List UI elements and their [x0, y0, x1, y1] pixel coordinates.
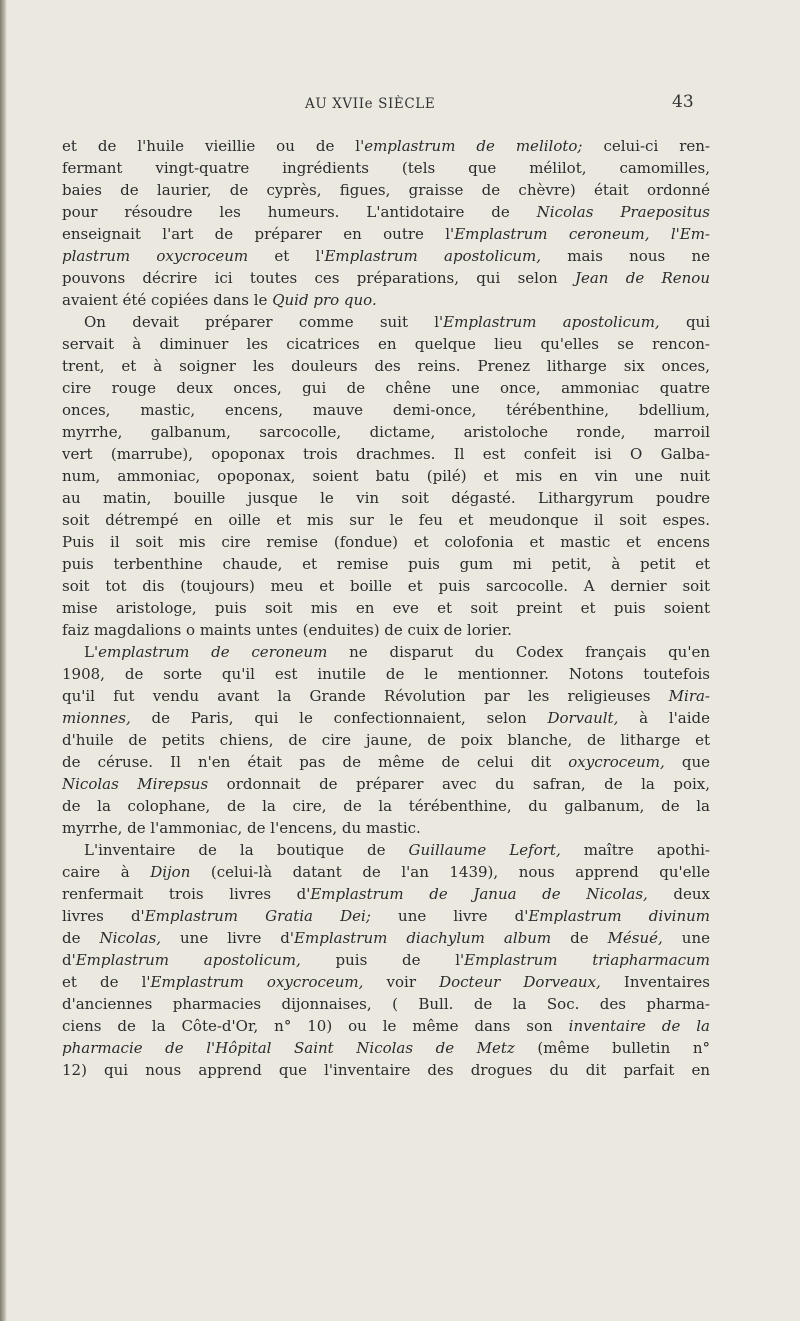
- text-run: L'inventaire de la boutique de: [84, 841, 409, 859]
- text-line: [62, 817, 710, 839]
- text-line: [62, 289, 710, 311]
- running-head: [0, 92, 800, 120]
- text-line: [62, 949, 710, 971]
- italic-run: inventaire de la: [568, 1017, 710, 1035]
- text-run: servait à diminuer les cicatrices en quelque lieu qu'elles se rencon-: [62, 335, 710, 353]
- text-run: (même bulletin n°: [514, 1039, 710, 1057]
- text-run: celui-ci ren-: [582, 137, 710, 155]
- text-line: [62, 179, 710, 201]
- italic-run: Jean de Renou: [574, 269, 710, 287]
- italic-run: Emplastrum divinum: [528, 907, 710, 925]
- text-run: une: [662, 929, 710, 947]
- text-line: [62, 465, 710, 487]
- text-run: voir: [363, 973, 440, 991]
- italic-run: Guillaume Lefort,: [408, 841, 561, 859]
- text-line: [62, 685, 710, 707]
- text-line: [62, 905, 710, 927]
- text-run: ordonnait de préparer avec du safran, de la poix,: [208, 775, 710, 793]
- text-run: au matin, bouille jusque le vin soit dégasté. Lithargyrum poudre: [62, 489, 710, 507]
- body-text: [62, 135, 710, 1081]
- text-line: [62, 1059, 710, 1081]
- text-line: [62, 531, 710, 553]
- text-run: pour résoudre les humeurs. L'antidotaire de: [62, 203, 537, 221]
- text-run: de la colophane, de la cire, de la térébenthine, du galbanum, de la: [62, 797, 710, 815]
- text-line: [62, 311, 710, 333]
- italic-run: pharmacie de l'Hôpital Saint Nicolas de Metz: [62, 1039, 515, 1057]
- text-run: avaient été copiées dans le: [62, 291, 273, 309]
- italic-run: Docteur Dorveaux,: [439, 973, 601, 991]
- italic-run: Emplastrum apostolicum,: [324, 247, 541, 265]
- italic-run: Nicolas Mirepsus: [62, 775, 209, 793]
- text-run: caire à: [62, 863, 151, 881]
- italic-run: emplastrum de meliloto;: [364, 137, 583, 155]
- text-run: maître apothi-: [560, 841, 710, 859]
- page-number: 43: [672, 92, 694, 112]
- text-line: [62, 1015, 710, 1037]
- text-line: [62, 399, 710, 421]
- italic-run: Emplastrum triapharmacum: [464, 951, 710, 969]
- text-line: [62, 135, 710, 157]
- text-run: livres d': [62, 907, 145, 925]
- text-line: [62, 421, 710, 443]
- italic-run: oxycroceum,: [568, 753, 665, 771]
- text-line: [62, 267, 710, 289]
- italic-run: Nicolas,: [99, 929, 162, 947]
- text-run: et de l'huile vieillie ou de l': [62, 137, 365, 155]
- text-line: [62, 487, 710, 509]
- text-run: mise aristologe, puis soit mis en eve et soit preint et puis soient: [62, 599, 710, 617]
- text-line: [62, 773, 710, 795]
- text-line: [62, 839, 710, 861]
- text-line: [62, 333, 710, 355]
- text-run: faiz magdalions o maints untes (enduites) de cuix de lorier.: [62, 621, 512, 639]
- text-run: d'huile de petits chiens, de cire jaune, de poix blanche, de litharge et: [62, 731, 710, 749]
- text-run: pouvons décrire ici toutes ces préparations, qui selon: [62, 269, 575, 287]
- italic-run: Emplastrum oxycroceum,: [150, 973, 364, 991]
- italic-run: Emplastrum de Janua de Nicolas,: [310, 885, 648, 903]
- text-run: une livre d': [370, 907, 529, 925]
- text-line: [62, 355, 710, 377]
- binding-edge: [0, 0, 7, 1321]
- text-line: [62, 751, 710, 773]
- text-run: de: [62, 929, 100, 947]
- text-run: On devait préparer comme suit l': [84, 313, 444, 331]
- italic-run: Emplastrum ceroneum, l'Em-: [454, 225, 710, 243]
- text-run: (celui-là datant de l'an 1439), nous apprend qu'elle: [190, 863, 710, 881]
- text-run: et l': [248, 247, 325, 265]
- text-run: qu'il fut vendu avant la Grande Révolution par les religieuses: [62, 687, 669, 705]
- text-line: [62, 509, 710, 531]
- italic-run: mionnes,: [62, 709, 131, 727]
- text-run: qui: [659, 313, 710, 331]
- text-line: [62, 157, 710, 179]
- text-line: [62, 861, 710, 883]
- italic-run: emplastrum de ceroneum: [98, 643, 328, 661]
- italic-run: Dorvault,: [547, 709, 619, 727]
- text-run: renfermait trois livres d': [62, 885, 311, 903]
- text-run: puis de l': [300, 951, 465, 969]
- text-run: soit détrempé en oille et mis sur le feu et meudonque il soit espes.: [62, 511, 710, 529]
- italic-run: Emplastrum apostolicum,: [443, 313, 660, 331]
- text-run: cire rouge deux onces, gui de chêne une once, ammoniac quatre: [62, 379, 710, 397]
- text-run: soit tot dis (toujours) meu et boille et puis sarcocolle. A dernier soit: [62, 577, 710, 595]
- text-line: [62, 883, 710, 905]
- text-run: vert (marrube), opoponax trois drachmes. Il est confeit isi O Galba-: [62, 445, 710, 463]
- text-run: Inventaires: [600, 973, 710, 991]
- italic-run: Mira-: [668, 687, 710, 705]
- text-run: une livre d': [161, 929, 295, 947]
- text-line: [62, 619, 710, 641]
- italic-run: Mésué,: [607, 929, 663, 947]
- text-line: [62, 245, 710, 267]
- text-run: et de l': [62, 973, 151, 991]
- text-run: enseignait l'art de préparer en outre l': [62, 225, 455, 243]
- italic-run: Dijon: [150, 863, 191, 881]
- text-run: 12) qui nous apprend que l'inventaire des drogues du dit parfait en: [62, 1061, 710, 1079]
- text-run: myrrhe, de l'ammoniac, de l'encens, du mastic.: [62, 819, 421, 837]
- text-line: [62, 993, 710, 1015]
- text-run: L': [84, 643, 99, 661]
- text-line: [62, 377, 710, 399]
- text-line: [62, 707, 710, 729]
- text-run: num, ammoniac, opoponax, soient batu (pilé) et mis en vin une nuit: [62, 467, 710, 485]
- italic-run: Emplastrum Gratia Dei;: [144, 907, 371, 925]
- text-run: onces, mastic, encens, mauve demi-once, térébenthine, bdellium,: [62, 401, 710, 419]
- text-run: d': [62, 951, 76, 969]
- text-run: d'anciennes pharmacies dijonnaises, ( Bull. de la Soc. des pharma-: [62, 995, 710, 1013]
- text-run: mais nous ne: [540, 247, 710, 265]
- text-line: [62, 223, 710, 245]
- text-run: Puis il soit mis cire remise (fondue) et colofonia et mastic et encens: [62, 533, 710, 551]
- text-line: [62, 927, 710, 949]
- running-title: AU XVIIe SIÈCLE: [305, 96, 436, 112]
- text-run: 1908, de sorte qu'il est inutile de le mentionner. Notons toutefois: [62, 665, 710, 683]
- text-run: de céruse. Il n'en était pas de même de celui dit: [62, 753, 569, 771]
- text-run: fermant vingt-quatre ingrédients (tels que mélilot, camomilles,: [62, 159, 710, 177]
- text-run: de Paris, qui le confectionnaient, selon: [130, 709, 548, 727]
- text-run: baies de laurier, de cyprès, figues, graisse de chèvre) était ordonné: [62, 181, 710, 199]
- text-run: de: [551, 929, 608, 947]
- italic-run: Nicolas Praepositus: [536, 203, 710, 221]
- italic-run: Emplastrum diachylum album: [294, 929, 552, 947]
- text-line: [62, 663, 710, 685]
- text-line: [62, 641, 710, 663]
- text-run: myrrhe, galbanum, sarcocolle, dictame, aristoloche ronde, marroil: [62, 423, 710, 441]
- text-run: à l'aide: [618, 709, 710, 727]
- italic-run: plastrum oxycroceum: [62, 247, 249, 265]
- text-line: [62, 443, 710, 465]
- text-run: puis terbenthine chaude, et remise puis gum mi petit, à petit et: [62, 555, 710, 573]
- italic-run: Emplastrum apostolicum,: [75, 951, 301, 969]
- text-line: [62, 575, 710, 597]
- text-run: ne disparut du Codex français qu'en: [327, 643, 710, 661]
- text-line: [62, 553, 710, 575]
- text-run: que: [664, 753, 710, 771]
- text-run: deux: [647, 885, 710, 903]
- text-line: [62, 201, 710, 223]
- text-line: [62, 971, 710, 993]
- text-run: ciens de la Côte-d'Or, n° 10) ou le même dans son: [62, 1017, 569, 1035]
- text-line: [62, 1037, 710, 1059]
- text-run: trent, et à soigner les douleurs des reins. Prenez litharge six onces,: [62, 357, 710, 375]
- text-line: [62, 729, 710, 751]
- text-line: [62, 597, 710, 619]
- text-line: [62, 795, 710, 817]
- italic-run: Quid pro quo.: [272, 291, 377, 309]
